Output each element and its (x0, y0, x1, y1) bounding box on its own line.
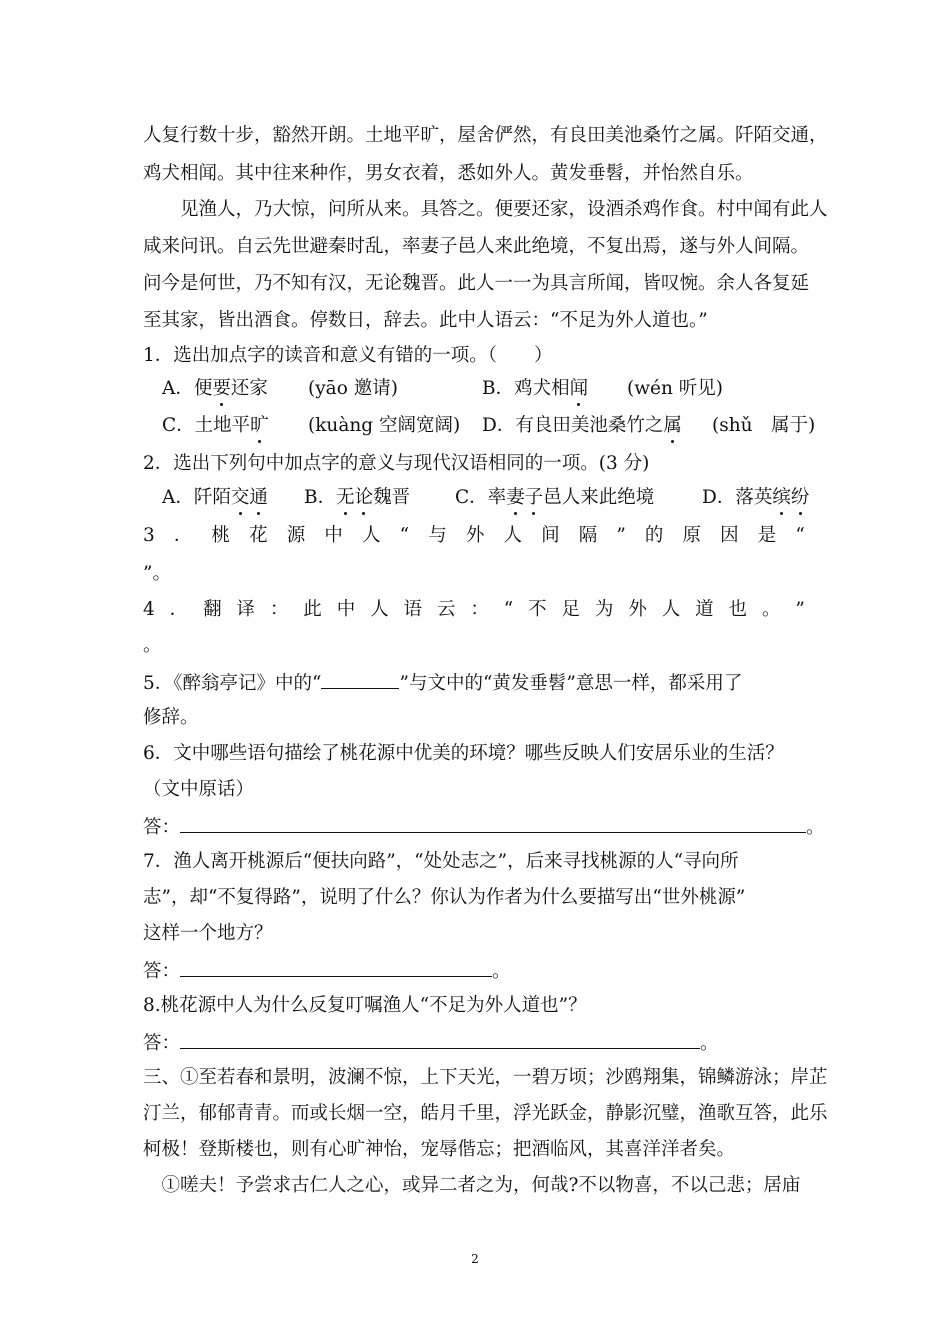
justified-char: 桃 (211, 525, 231, 546)
justified-char: 。 (761, 599, 781, 620)
section-3-line: 三、①至若春和景明，波澜不惊，上下天光，一碧万顷；沙鸥翔集，锦鳞游泳；岸芷 (143, 1067, 828, 1088)
question-3-line-end: ”。 (143, 563, 171, 584)
justified-char: 人 (362, 525, 381, 546)
question-5-line: 5．《醉翁亭记》中的“ ”与文中的“黄发垂髫”意思一样，都采用了 (143, 670, 742, 696)
passage-line: 人复行数十步，豁然开朗。土地平旷，屋舍俨然，有良田美池桑竹之属。阡陌交通， (143, 125, 828, 146)
justified-char: 3 (143, 525, 155, 546)
justified-char: ” (795, 599, 805, 620)
q1-option-a: A．便要还家 (162, 378, 268, 399)
question-5-line-end: 修辞。 (143, 707, 199, 728)
answer-line[interactable] (180, 1030, 700, 1049)
question-7-line: 这样一个地方？ (143, 923, 273, 944)
question-6-answer: 答： 。 (143, 814, 825, 840)
q1-option-b-note: (wén 听见) (627, 378, 724, 399)
q1-option-d-note: (shǔ 属于) (712, 415, 816, 436)
justified-char: 不 (528, 599, 547, 620)
question-6-stem: 6．文中哪些语句描绘了桃花源中优美的环境？哪些反映人们安居乐业的生活？ (143, 743, 784, 764)
justified-char: 是 (757, 525, 777, 546)
question-3-line (143, 524, 805, 548)
emphasis-dot-char: 论 (354, 487, 374, 508)
section-3-line: 柯极！登斯楼也，则有心旷神怡，宠辱偕忘；把酒临风，其喜洋洋者矣。 (143, 1139, 736, 1160)
q2-option-a: A．阡陌交通 (162, 487, 268, 508)
justified-char: 为 (594, 599, 614, 620)
question-7-line: 7．渔人离开桃源后“便扶向路”，“处处志之”，后来寻找桃源的人“寻向所 (143, 851, 739, 872)
q1-option-d: D．有良田美池桑竹之属 (482, 415, 682, 436)
question-7-answer: 答： 。 (143, 958, 511, 984)
justified-char: 中 (336, 599, 356, 620)
justified-char: ． (173, 525, 193, 546)
justified-char: ” (616, 525, 626, 546)
q1-option-c-note: (kuàng 空阔宽阔) (308, 415, 461, 436)
justified-char: 翻 (203, 599, 222, 620)
question-4-line-end: 。 (143, 635, 162, 656)
justified-char: 云 (436, 599, 456, 620)
justified-char: 人 (661, 599, 681, 620)
justified-char: 4 (143, 599, 155, 620)
answer-line[interactable] (180, 958, 492, 977)
q1-option-a-note: (yāo 邀请) (308, 378, 398, 399)
justified-char: ： (470, 599, 489, 620)
justified-char: “ (503, 599, 514, 620)
question-8-answer: 答： 。 (143, 1030, 719, 1056)
justified-char: 也 (728, 599, 748, 620)
justified-char: 人 (370, 599, 389, 620)
question-4-line (143, 598, 805, 622)
page-number: 2 (471, 1252, 479, 1266)
emphasis-dot-char: 要 (212, 378, 231, 399)
emphasis-dot-char: 交 (230, 487, 250, 508)
q1-option-c: C．土地平旷 (162, 415, 269, 436)
justified-char: 外 (628, 599, 647, 620)
passage-line: 问今是何世，乃不知有汉，无论魏晋。此人一一为具言所闻，皆叹惋。余人各复延 (143, 273, 810, 294)
justified-char: “ (795, 525, 805, 546)
emphasis-dot-char: 纷 (790, 487, 810, 508)
justified-char: 足 (561, 599, 581, 620)
answer-line[interactable] (180, 814, 806, 833)
section-3-line: 汀兰，郁郁青青。而或长烟一空，皓月千里，浮光跃金，静影沉璧，渔歌互答，此乐 (143, 1103, 828, 1124)
question-7-line: 志”，却“不复得路”，说明了什么？你认为作者为什么要描写出“世外桃源” (143, 887, 746, 908)
passage-line: 咸来问讯。自云先世避秦时乱，率妻子邑人来此绝境，不复出焉，遂与外人间隔。 (143, 236, 810, 257)
justified-char: 译 (236, 599, 255, 620)
justified-char: “ (399, 525, 410, 546)
emphasis-dot-char: 妻 (506, 487, 525, 508)
justified-char: 源 (286, 525, 306, 546)
section-3-line: ①嗟夫！予尝求古仁人之心，或异二者之为，何哉?不以物喜，不以己悲；居庙 (143, 1175, 801, 1196)
emphasis-dot-char: 属 (663, 415, 682, 436)
question-1-stem: 1．选出加点字的读音和意义有错的一项。（ ） (143, 345, 553, 366)
justified-char: 与 (428, 525, 447, 546)
emphasis-dot-char: 子 (524, 487, 544, 508)
answer-blank[interactable] (321, 670, 399, 689)
question-6-note: （文中原话） (143, 779, 255, 800)
q2-option-c: C．率妻子邑人来此绝境 (455, 487, 655, 508)
q2-option-d: D．落英缤纷 (702, 487, 810, 508)
justified-char: 间 (541, 525, 560, 546)
justified-char: ： (269, 599, 289, 620)
emphasis-dot-char: 通 (249, 487, 268, 508)
justified-char: 语 (403, 599, 423, 620)
emphasis-dot-char: 缤 (772, 487, 791, 508)
justified-char: 隔 (578, 525, 598, 546)
justified-char: 人 (503, 525, 522, 546)
question-2-stem: 2．选出下列句中加点字的意义与现代汉语相同的一项。(3 分) (143, 453, 650, 474)
justified-char: ． (169, 599, 189, 620)
justified-char: 中 (324, 525, 343, 546)
justified-char: 因 (720, 525, 739, 546)
q1-option-b: B．鸡犬相闻 (482, 378, 589, 399)
passage-line: 至其家，皆出酒食。停数日，辞去。此中人语云：“不足为外人道也。” (143, 310, 708, 331)
emphasis-dot-char: 闻 (569, 378, 589, 399)
q2-option-b: B．无论魏晋 (304, 487, 411, 508)
question-8-stem: 8.桃花源中人为什么反复叮嘱渔人“不足为外人道也”？ (143, 995, 587, 1016)
justified-char: 花 (249, 525, 268, 546)
justified-char: 原 (682, 525, 702, 546)
justified-char: 外 (465, 525, 485, 546)
passage-line: 见渔人，乃大惊，问所从来。具答之。便要还家，设酒杀鸡作食。村中闻有此人 (143, 199, 828, 220)
justified-char: 此 (303, 599, 322, 620)
justified-char: 的 (644, 525, 664, 546)
emphasis-dot-char: 旷 (250, 415, 269, 436)
emphasis-dot-char: 无 (336, 487, 355, 508)
justified-char: 道 (695, 599, 714, 620)
passage-line: 鸡犬相闻。其中往来种作，男女衣着，悉如外人。黄发垂髫，并怡然自乐。 (143, 163, 754, 184)
